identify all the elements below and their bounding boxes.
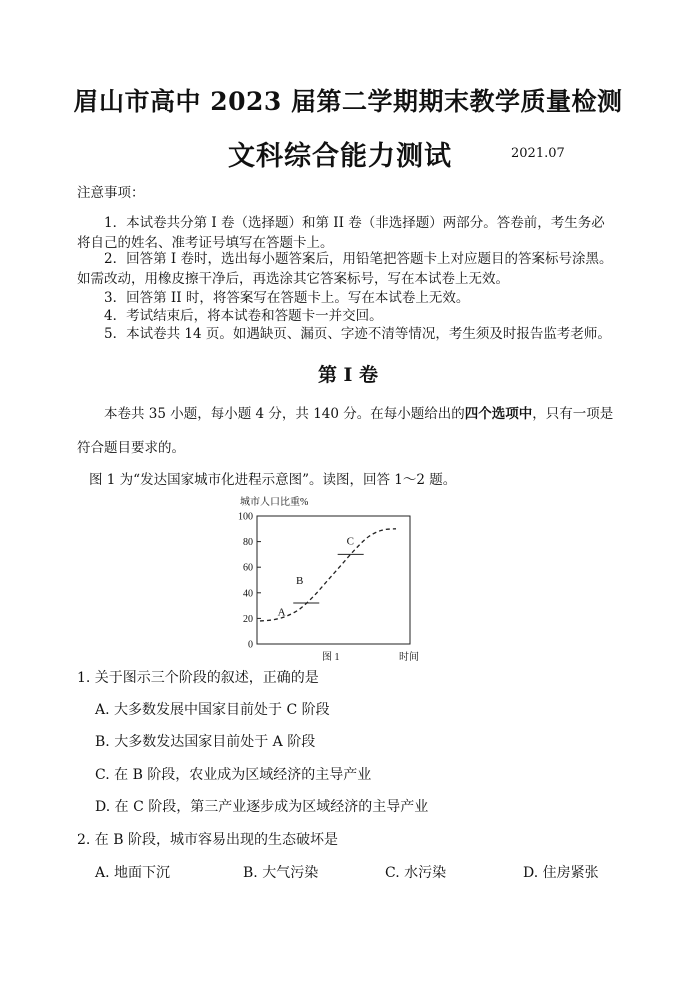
volume-intro (104, 402, 613, 422)
q2-option-d: D. 住房紧张 (523, 865, 599, 881)
notice-item: 3．回答第 II 时，将答案写在答题卡上。写在本试卷上无效。 (104, 290, 470, 306)
urbanization-chart (224, 492, 424, 670)
notice-heading: 注意事项： (77, 185, 145, 201)
notice-item: 1．本试卷共分第 I 卷（选择题）和第 II 卷（非选择题）两部分。答卷前，考生务必 (104, 215, 605, 231)
volume-intro-post: ，只有一项是 (532, 406, 614, 422)
volume-intro-line2: 符合题目要求的。 (77, 440, 185, 456)
stage-label-c: C (346, 535, 355, 548)
notice-item: 如需改动，用橡皮擦干净后，再选涂其它答案标号，写在本试卷上无效。 (77, 271, 509, 287)
q2-option-b: B. 大气污染 (243, 865, 319, 881)
exam-subtitle: 文科综合能力测试 (228, 141, 452, 172)
chart-frame (257, 516, 410, 644)
exam-title: 眉山市高中 2023 届第二学期期末教学质量检测 (73, 87, 623, 116)
stage-label-b: B (296, 575, 304, 587)
q1-option-a: A. 大多数发展中国家目前处于 C 阶段 (95, 702, 330, 718)
stage-label-a: A (277, 606, 286, 619)
notice-item: 5．本试卷共 14 页。如遇缺页、漏页、字迹不清等情况，考生须及时报告监考老师。 (104, 326, 611, 342)
y-tick-label: 100 (238, 511, 253, 523)
notice-item: 将自己的姓名、准考证号填写在答题卡上。 (77, 235, 334, 251)
y-tick-label: 60 (243, 562, 253, 574)
y-tick-label: 80 (243, 537, 253, 549)
question-2-stem: 2. 在 B 阶段，城市容易出现的生态破坏是 (77, 832, 338, 848)
exam-date: 2021.07 (511, 146, 565, 161)
q2-option-a: A. 地面下沉 (95, 865, 171, 881)
q1-option-d: D. 在 C 阶段，第三产业逐步成为区域经济的主导产业 (95, 799, 429, 815)
notice-item: 4．考试结束后，将本试卷和答题卡一并交回。 (104, 308, 383, 324)
question-1-stem: 1. 关于图示三个阶段的叙述，正确的是 (77, 670, 319, 686)
notice-item: 2．回答第 I 卷时，选出每小题答案后，用铅笔把答题卡上对应题目的答案标号涂黑。 (104, 251, 613, 267)
q1-option-c: C. 在 B 阶段，农业成为区域经济的主导产业 (95, 767, 372, 783)
chart-xlabel: 时间 (399, 652, 419, 663)
volume-intro-bold: 四个选项中 (464, 406, 533, 422)
volume-intro-pre: 本卷共 35 小题，每小题 4 分，共 140 分。在每小题给出的 (104, 406, 465, 422)
volume-title: 第 I 卷 (317, 364, 379, 386)
q2-option-c: C. 水污染 (385, 865, 447, 881)
y-tick-label: 40 (243, 588, 253, 600)
figure-intro: 图 1 为“发达国家城市化进程示意图”。读图，回答 1～2 题。 (89, 472, 457, 488)
chart-title: 图 1 (322, 652, 340, 663)
y-tick-label: 0 (248, 639, 253, 651)
q1-option-b: B. 大多数发达国家目前处于 A 阶段 (95, 734, 316, 750)
y-tick-label: 20 (243, 613, 253, 625)
chart-ylabel: 城市人口比重% (240, 497, 309, 508)
